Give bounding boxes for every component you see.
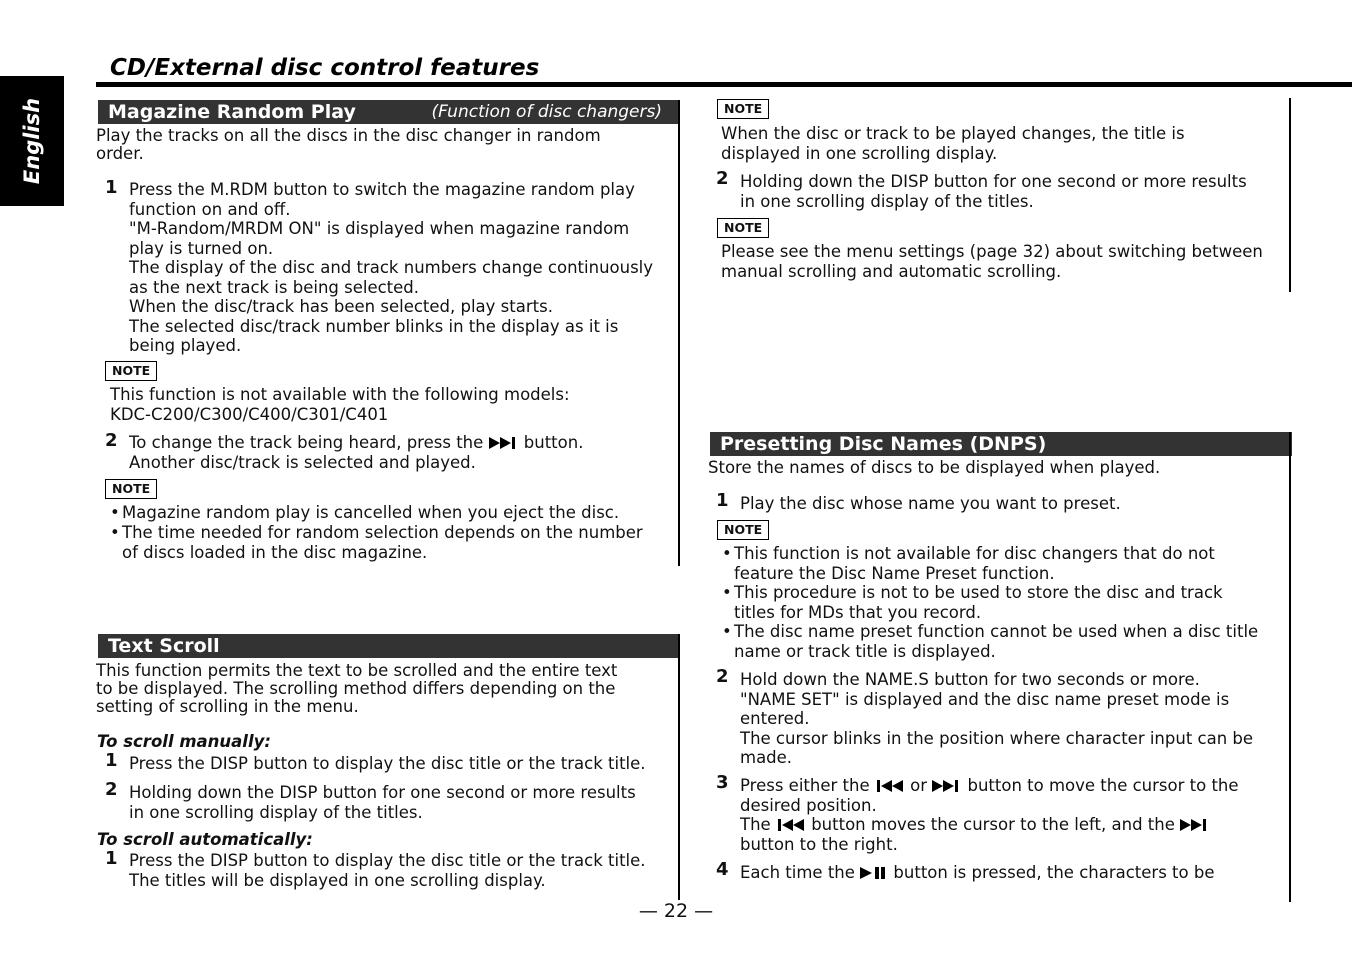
- text-fragment: button is pressed, the characters to be: [893, 863, 1215, 882]
- step-number: 2: [716, 168, 729, 189]
- play-pause-icon: [860, 866, 888, 880]
- text-fragment: or: [910, 776, 927, 795]
- section-header-magazine-random-play: [98, 100, 680, 124]
- section-header-presetting-disc-names: [710, 432, 1292, 456]
- note-label: NOTE: [717, 99, 769, 119]
- magazine-intro: [96, 127, 676, 163]
- intro-line: This function permits the text to be scrolled and the entire text: [96, 661, 618, 680]
- note-label: NOTE: [717, 520, 769, 540]
- previous-track-icon: [875, 779, 905, 793]
- text-line: When the disc/track has been selected, play starts.: [129, 297, 553, 316]
- previous-track-icon: [776, 818, 806, 832]
- bullet-item: [110, 523, 670, 562]
- step-number: 1: [105, 750, 118, 771]
- text-line: desired position.: [740, 795, 877, 815]
- text-line: [740, 815, 1285, 835]
- dnps-intro: Store the names of discs to be displayed when played.: [708, 458, 1161, 477]
- step-number: 3: [716, 772, 729, 793]
- next-track-icon: [1180, 818, 1210, 832]
- section-title: Magazine Random Play: [108, 101, 356, 123]
- text-scroll-intro: [96, 662, 676, 716]
- manual-scroll-heading: To scroll manually:: [97, 732, 271, 751]
- magazine-step2-text: [129, 433, 674, 472]
- bullet-dot: •: [110, 503, 120, 522]
- note-label: NOTE: [105, 361, 157, 381]
- bullet-item: [110, 503, 670, 523]
- bullet-dot: •: [110, 523, 120, 542]
- auto-scroll-heading: To scroll automatically:: [97, 830, 313, 849]
- note-label: NOTE: [717, 218, 769, 238]
- text-fragment: Each time the: [740, 863, 855, 882]
- text-line: Hold down the NAME.S button for two seconds or more.: [740, 670, 1200, 689]
- right-note1-text: [721, 124, 1185, 163]
- intro-line: setting of scrolling in the menu.: [96, 697, 359, 716]
- text-line: The cursor blinks in the position where character input can be: [740, 728, 1254, 748]
- text-fragment: Press either the: [740, 776, 870, 795]
- text-line: The selected disc/track number blinks in the display as it is: [129, 316, 619, 336]
- text-line: Press the DISP button to display the disc title or the track title.: [129, 754, 646, 773]
- column-divider: [1289, 432, 1291, 902]
- page-number: — 22 —: [638, 900, 714, 922]
- text-line: [740, 863, 1285, 883]
- text-fragment: button moves the cursor to the left, and the: [811, 815, 1175, 834]
- text-line: The titles will be displayed in one scrolling display.: [129, 870, 546, 890]
- step-number: 2: [105, 779, 118, 800]
- note-label: NOTE: [105, 479, 157, 499]
- step-number: 1: [105, 848, 118, 869]
- text-line: [129, 433, 674, 453]
- text-line: in one scrolling display of the titles.: [740, 191, 1034, 211]
- magazine-step1-text: [129, 180, 674, 356]
- bullet-item: [722, 544, 1282, 583]
- section-header-text-scroll: [98, 634, 680, 658]
- intro-line: order.: [96, 144, 144, 163]
- language-tab: [0, 76, 64, 206]
- text-line: displayed in one scrolling display.: [721, 143, 998, 163]
- intro-line: to be displayed. The scrolling method differs depending on the: [96, 679, 616, 698]
- text-line: The disc name preset function cannot be used when a disc title: [734, 622, 1259, 641]
- text-fragment: button to move the cursor to the: [967, 776, 1239, 795]
- text-line: titles for MDs that you record.: [734, 602, 982, 622]
- text-line: feature the Disc Name Preset function.: [734, 563, 1055, 583]
- text-line: Press the M.RDM button to switch the magazine random play: [129, 180, 635, 199]
- dnps-step4-text: [740, 863, 1285, 883]
- title-rule: [96, 82, 1352, 87]
- dnps-step3-text: [740, 776, 1285, 854]
- text-fragment: button.: [523, 433, 584, 452]
- section-title: Presetting Disc Names (DNPS): [720, 433, 1047, 455]
- text-line: The display of the disc and track numbers change continuously: [129, 258, 654, 277]
- text-line: "M-Random/MRDM ON" is displayed when magazine random: [129, 219, 630, 238]
- text-line: Holding down the DISP button for one second or more results: [129, 783, 636, 802]
- text-line: Another disc/track is selected and played.: [129, 452, 476, 472]
- bullet-dot: •: [722, 583, 732, 602]
- section-subtitle: (Function of disc changers): [431, 102, 662, 122]
- text-line: Magazine random play is cancelled when you eject the disc.: [122, 503, 620, 522]
- next-track-icon: [489, 436, 519, 450]
- text-line: "NAME SET" is displayed and the disc name preset mode is: [740, 689, 1230, 709]
- text-line: KDC-C200/C300/C400/C301/C401: [110, 404, 389, 424]
- dnps-step2-text: [740, 670, 1253, 768]
- text-scroll-manual-step2: [129, 783, 636, 822]
- column-divider: [678, 634, 680, 900]
- right-step2-text: [740, 172, 1247, 211]
- step-number: 1: [105, 177, 118, 198]
- magazine-note1-text: [110, 385, 570, 424]
- text-line: being played.: [129, 336, 242, 355]
- text-line: as the next track is being selected.: [129, 277, 420, 297]
- step-number: 2: [716, 666, 729, 687]
- column-divider: [1289, 98, 1291, 292]
- bullet-item: [722, 583, 1282, 622]
- text-line: The time needed for random selection depends on the number: [122, 523, 643, 542]
- text-line: made.: [740, 748, 793, 767]
- text-line: When the disc or track to be played changes, the title is: [721, 124, 1185, 143]
- language-tab-label: English: [20, 97, 44, 185]
- text-fragment: To change the track being heard, press the: [129, 433, 484, 452]
- text-line: This function is not available with the following models:: [110, 385, 570, 404]
- bullet-item: [722, 622, 1282, 661]
- text-line: button to the right.: [740, 834, 898, 854]
- text-fragment: The: [740, 815, 771, 834]
- text-scroll-manual-step1: [129, 754, 646, 774]
- text-line: Holding down the DISP button for one second or more results: [740, 172, 1247, 191]
- text-line: in one scrolling display of the titles.: [129, 802, 423, 822]
- text-line: name or track title is displayed.: [734, 641, 996, 661]
- text-line: This function is not available for disc changers that do not: [734, 544, 1215, 563]
- step-number: 4: [716, 859, 729, 880]
- intro-line: Play the tracks on all the discs in the disc changer in random: [96, 126, 601, 145]
- step-number: 1: [716, 490, 729, 511]
- text-line: Please see the menu settings (page 32) about switching between: [721, 242, 1263, 261]
- dnps-step1-text: Play the disc whose name you want to preset.: [740, 494, 1121, 513]
- bullet-dot: •: [722, 622, 732, 641]
- next-track-icon: [932, 779, 962, 793]
- text-scroll-auto-step1: [129, 851, 646, 890]
- text-line: of discs loaded in the disc magazine.: [122, 542, 428, 562]
- section-title: Text Scroll: [108, 635, 220, 657]
- bullet-dot: •: [722, 544, 732, 563]
- column-divider: [678, 100, 680, 566]
- text-line: manual scrolling and automatic scrolling.: [721, 261, 1062, 281]
- page-title: CD/External disc control features: [110, 55, 540, 81]
- text-line: play is turned on.: [129, 238, 274, 258]
- text-line: [740, 776, 1285, 796]
- text-line: entered.: [740, 709, 810, 728]
- text-line: function on and off.: [129, 199, 291, 219]
- right-note2-text: [721, 242, 1263, 281]
- text-line: Press the DISP button to display the disc title or the track title.: [129, 851, 646, 870]
- text-line: This procedure is not to be used to store the disc and track: [734, 583, 1223, 602]
- step-number: 2: [105, 430, 118, 451]
